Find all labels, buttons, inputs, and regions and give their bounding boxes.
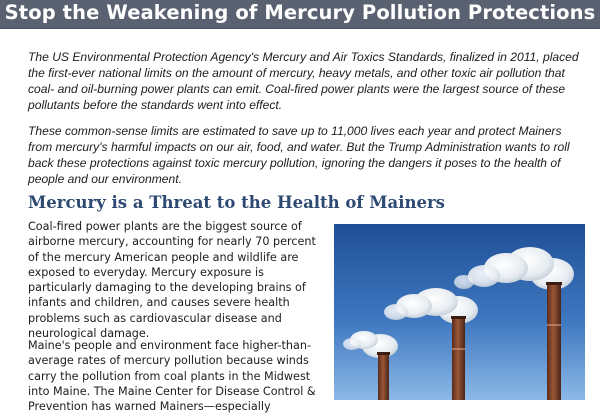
smokestack — [546, 282, 562, 400]
title-banner — [0, 0, 600, 29]
intro-paragraph-2: These common-sense limits are estimated to save up to 11,000 lives each year and protect Mainers from mercury's harmful impacts on our air, food, and water. But the Trump Administration wants to roll back these protections against toxic mercury pollution, ignoring the dangers it poses to the health of people and our environment. — [28, 124, 570, 186]
page-title: Stop the Weakening of Mercury Pollution Protections — [4, 1, 596, 24]
section-paragraph-2: Maine's people and environment face higher-than-average rates of mercury pollution because winds carry the pollution from coal plants in the Midwest into Maine. The Maine Center for Disease Control & Prevention has warned Mainers—especially — [28, 339, 316, 414]
smokestack — [377, 352, 390, 400]
intro-paragraph-1: The US Environmental Protection Agency's Mercury and Air Toxics Standards, finalized in 2011, placed the first-ever national limits on the amount of mercury, heavy metals, and other toxic air pollution that coal- and oil-burning power plants can emit. Coal-fired power plants were the largest source of these pollutants before the standards went into effect. — [28, 50, 579, 112]
smokestacks-image — [334, 224, 585, 400]
section-heading: Mercury is a Threat to the Health of Mainers — [28, 193, 445, 212]
section-paragraph-1: Coal-fired power plants are the biggest source of airborne mercury, accounting for nearly 70 percent of the mercury American people and wildlife are exposed to everyday. Mercury exposure is particularly damaging to the developing brains of infants and children, and causes severe health problems such as cardiovascular disease and neurological damage. — [28, 220, 316, 341]
smokestacks-photo — [334, 224, 585, 400]
smokestack — [451, 316, 466, 400]
